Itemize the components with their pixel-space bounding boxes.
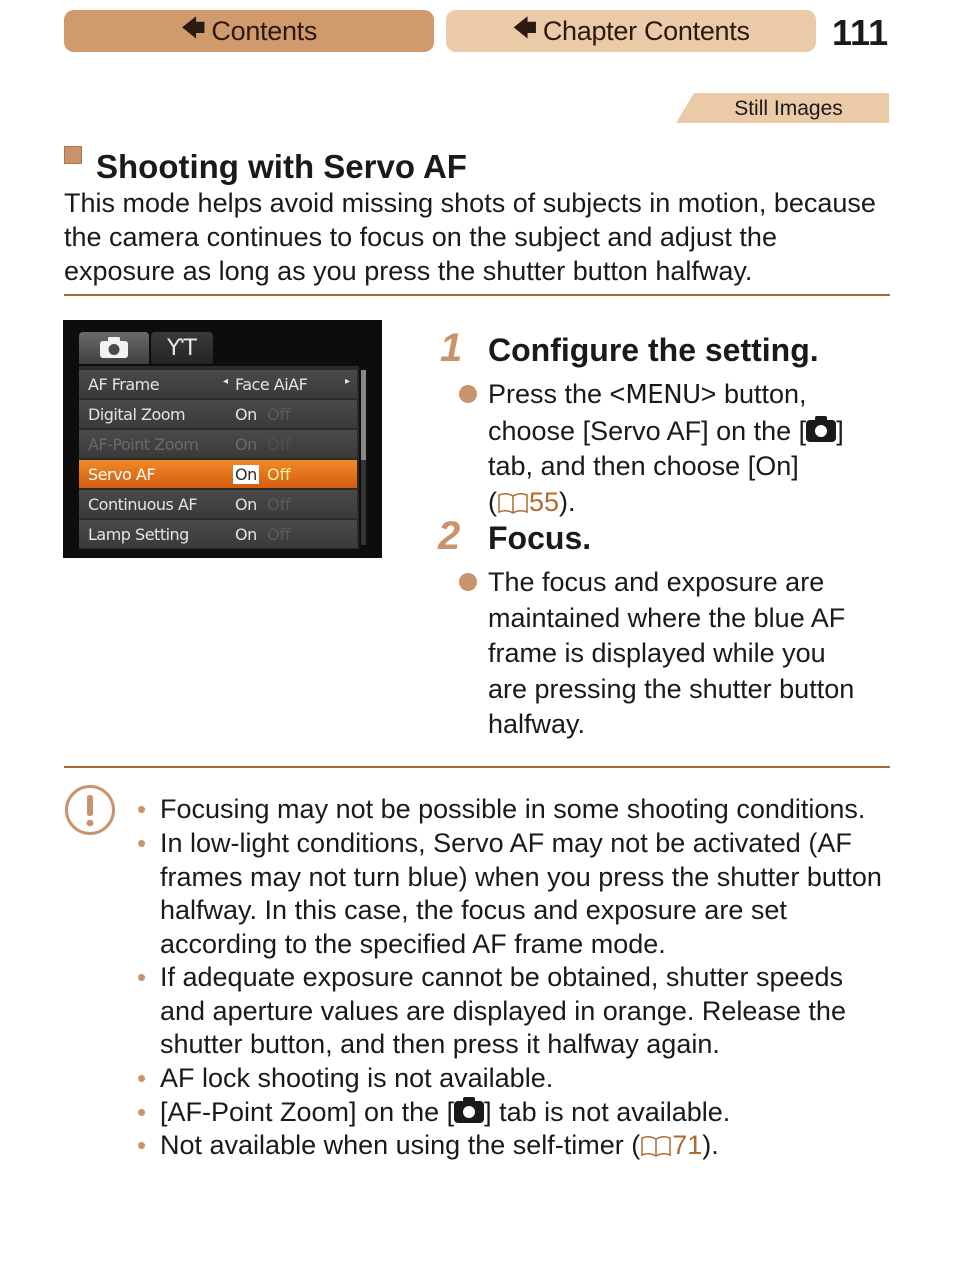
camera-icon	[454, 1101, 484, 1123]
contents-button[interactable]	[64, 10, 434, 52]
step-title: Focus.	[488, 520, 592, 556]
menu-row-lamp-setting: Lamp Setting On Off	[79, 520, 357, 548]
camera-menu-scrollbar	[361, 370, 366, 545]
caution-item: If adequate exposure cannot be obtained, shutter speeds and aperture values are displayed in orange. Release the shutter button, and then press it halfway again.	[160, 962, 846, 1060]
bullet: •	[137, 1063, 147, 1093]
bullet: •	[137, 828, 147, 858]
menu-button-label: MENU	[625, 380, 701, 410]
page-title: Shooting with Servo AF	[96, 148, 467, 185]
caution-icon	[64, 784, 116, 836]
divider	[64, 294, 890, 296]
menu-row-servo-af: Servo AF On Off	[79, 460, 357, 488]
bullet-dot	[459, 385, 477, 403]
tools-icon: ƳT	[167, 335, 197, 361]
divider	[64, 766, 890, 768]
camera-icon	[99, 337, 129, 359]
book-icon	[640, 1135, 672, 1157]
bullet: •	[137, 1097, 147, 1127]
chevron-left-icon: ◂	[223, 376, 229, 387]
step-2-text: The focus and exposure are maintained where the blue AF frame is displayed while you are pressing the shutter button halfway.	[488, 567, 855, 739]
book-icon	[497, 492, 529, 514]
step-number: 1	[440, 326, 463, 370]
step-number: 2	[438, 514, 461, 558]
camera-icon	[806, 420, 836, 442]
menu-row-continuous-af: Continuous AF On Off	[79, 490, 357, 518]
step-1-text: Press the <MENU> button, choose [Servo AF] on the [ ] tab, and then choose [On] ( 55).	[488, 379, 844, 517]
section-tab-label: Still Images	[734, 97, 843, 120]
step-title: Configure the setting.	[488, 332, 819, 368]
arrow-left-icon: 🡄	[180, 14, 206, 42]
caution-item: Not available when using the self-timer ( 71).	[160, 1130, 719, 1160]
bullet: •	[137, 794, 147, 824]
bullet-dot	[459, 573, 477, 591]
arrow-left-icon: 🡄	[512, 14, 537, 42]
caution-item: AF lock shooting is not available.	[160, 1063, 554, 1093]
camera-menu-screen	[63, 320, 382, 558]
camera-menu-list	[79, 366, 359, 549]
heading-square-icon	[64, 146, 82, 164]
chevron-right-icon: ▸	[345, 376, 351, 387]
menu-row-af-frame: AF Frame ◂ Face AiAF ▸	[79, 370, 357, 398]
section-tab	[676, 93, 889, 123]
caution-item: Focusing may not be possible in some shooting conditions.	[160, 794, 866, 824]
bullet: •	[137, 962, 147, 992]
page-ref-link[interactable]: 55	[529, 486, 560, 517]
page-ref-link[interactable]: 71	[672, 1130, 703, 1160]
bullet: •	[137, 1130, 147, 1160]
chapter-contents-label: Chapter Contents	[542, 15, 750, 46]
intro-paragraph: This mode helps avoid missing shots of subjects in motion, because the camera continues to focus on the subject and adjust the exposure as long as you press the shutter button halfway.	[64, 188, 876, 286]
contents-label: Contents	[211, 15, 318, 46]
page-number: 111	[832, 12, 889, 53]
chapter-contents-button[interactable]	[446, 10, 816, 52]
menu-row-af-point-zoom: AF-Point Zoom On Off	[79, 430, 357, 458]
camera-tab	[79, 332, 149, 364]
caution-item: In low-light conditions, Servo AF may not be activated (AF frames may not turn blue) when you press the shutter button halfway. In this case, the focus and exposure are set according to the specified AF frame mode.	[160, 828, 882, 959]
tools-tab	[151, 332, 213, 364]
menu-row-digital-zoom: Digital Zoom On Off	[79, 400, 357, 428]
caution-item: [AF-Point Zoom] on the [ ] tab is not available.	[160, 1097, 731, 1127]
